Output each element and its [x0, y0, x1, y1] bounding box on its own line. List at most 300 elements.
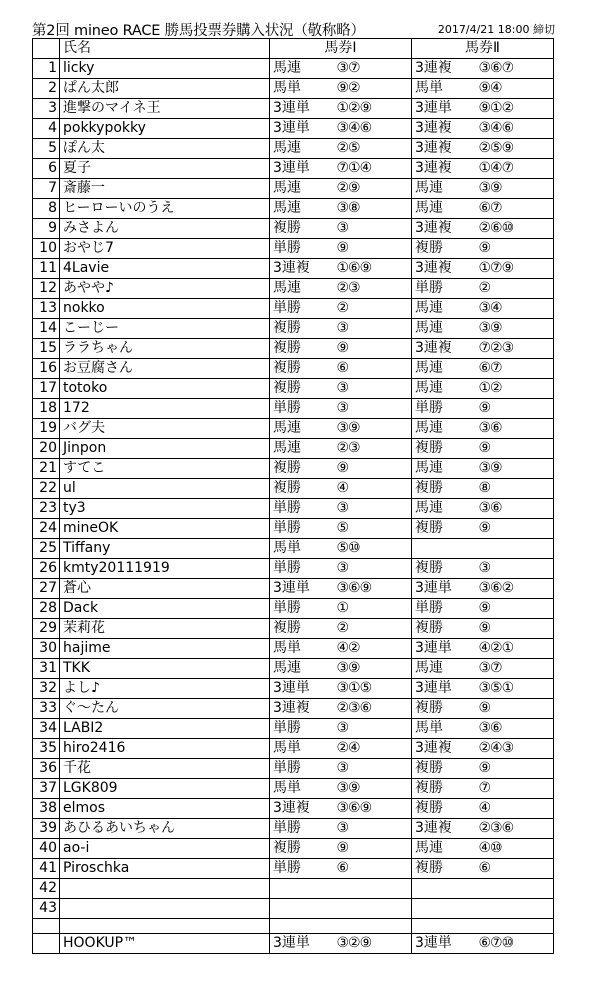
ticket2-horses: ③⑨ [477, 459, 554, 479]
ticket2-horses: ③⑨ [477, 179, 554, 199]
ticket1-horses: ④ [335, 479, 412, 499]
ticket2-horses: ⑨ [477, 439, 554, 459]
deadline-label: 2017/4/21 18:00 締切 [437, 23, 555, 36]
ticket1-bet-type: 単勝 [270, 399, 335, 419]
row-number: 37 [33, 779, 60, 799]
ticket1-bet-type: 馬単 [270, 79, 335, 99]
participant-name: Tiffany [60, 539, 270, 559]
ticket2-horses: ⑥⑦ [477, 359, 554, 379]
ticket2-horses: ②⑤⑨ [477, 139, 554, 159]
ticket2-bet-type: 馬単 [412, 719, 477, 739]
ticket2-bet-type: 馬連 [412, 179, 477, 199]
table-row [33, 299, 554, 319]
row-number [33, 934, 60, 954]
ticket2-bet-type: 複勝 [412, 779, 477, 799]
ticket2-bet-type: 3連複 [412, 339, 477, 359]
ticket2-bet-type: 複勝 [412, 239, 477, 259]
spacer-cell [60, 919, 270, 934]
ticket1-horses: ③⑥⑨ [335, 799, 412, 819]
participant-name: ぱん太郎 [60, 79, 270, 99]
participant-name: Jinpon [60, 439, 270, 459]
table-header-row [33, 39, 554, 59]
table-row [33, 539, 554, 559]
table-row [33, 934, 554, 954]
ticket2-bet-type [412, 539, 477, 559]
row-number: 8 [33, 199, 60, 219]
participant-name: 4Lavie [60, 259, 270, 279]
row-number: 1 [33, 59, 60, 79]
ticket2-bet-type: 馬連 [412, 199, 477, 219]
participant-name: 進撃のマイネ王 [60, 99, 270, 119]
row-number: 43 [33, 899, 60, 919]
ticket1-bet-type: 単勝 [270, 499, 335, 519]
ticket2-horses: ⑦ [477, 779, 554, 799]
ticket2-bet-type: 複勝 [412, 619, 477, 639]
ticket2-bet-type: 3連単 [412, 934, 477, 954]
ticket2-bet-type [412, 899, 477, 919]
column-header-ticket2: 馬券Ⅱ [412, 39, 554, 59]
ticket2-bet-type: 馬連 [412, 359, 477, 379]
ticket1-horses: ③⑥⑨ [335, 579, 412, 599]
table-row [33, 559, 554, 579]
ticket1-bet-type: 3連複 [270, 699, 335, 719]
row-number: 35 [33, 739, 60, 759]
participant-name: ララちゃん [60, 339, 270, 359]
ticket2-bet-type: 馬単 [412, 79, 477, 99]
row-number: 3 [33, 99, 60, 119]
table-row [33, 839, 554, 859]
row-number: 2 [33, 79, 60, 99]
table-row [33, 579, 554, 599]
ticket2-horses: ④⑩ [477, 839, 554, 859]
ticket2-bet-type: 複勝 [412, 439, 477, 459]
ticket1-horses: ③ [335, 499, 412, 519]
ticket2-bet-type: 複勝 [412, 559, 477, 579]
ticket1-horses: ⑤⑩ [335, 539, 412, 559]
betting-table [32, 38, 554, 954]
ticket1-bet-type: 馬連 [270, 279, 335, 299]
ticket1-horses [335, 879, 412, 899]
ticket1-horses: ③②⑨ [335, 934, 412, 954]
ticket1-horses: ③⑧ [335, 199, 412, 219]
ticket1-horses: ②⑤ [335, 139, 412, 159]
participant-name: あひるあいちゃん [60, 819, 270, 839]
table-row [33, 719, 554, 739]
ticket2-bet-type: 3連複 [412, 139, 477, 159]
ticket2-bet-type: 3連複 [412, 819, 477, 839]
ticket2-bet-type [412, 879, 477, 899]
ticket2-horses: ③④⑥ [477, 119, 554, 139]
ticket1-bet-type: 単勝 [270, 859, 335, 879]
ticket1-horses: ③ [335, 819, 412, 839]
row-number: 36 [33, 759, 60, 779]
ticket1-horses: ②③ [335, 279, 412, 299]
participant-name: 千花 [60, 759, 270, 779]
ticket1-bet-type: 3連複 [270, 799, 335, 819]
ticket2-horses [477, 539, 554, 559]
table-row [33, 799, 554, 819]
ticket1-bet-type [270, 899, 335, 919]
ticket1-horses: ③ [335, 219, 412, 239]
ticket2-bet-type: 3連単 [412, 579, 477, 599]
ticket1-horses: ① [335, 599, 412, 619]
ticket2-bet-type: 3連複 [412, 59, 477, 79]
table-row [33, 879, 554, 899]
participant-name [60, 879, 270, 899]
ticket1-bet-type: 複勝 [270, 359, 335, 379]
ticket2-horses: ⑨ [477, 619, 554, 639]
ticket1-horses: ③④⑥ [335, 119, 412, 139]
ticket1-horses: ② [335, 299, 412, 319]
column-header-ticket1: 馬券Ⅰ [270, 39, 412, 59]
ticket1-bet-type: 単勝 [270, 519, 335, 539]
table-body [33, 59, 554, 954]
ticket1-bet-type: 3連単 [270, 679, 335, 699]
ticket1-bet-type: 3連単 [270, 159, 335, 179]
row-number: 4 [33, 119, 60, 139]
row-number: 32 [33, 679, 60, 699]
row-number: 17 [33, 379, 60, 399]
table-row [33, 219, 554, 239]
participant-name: ty3 [60, 499, 270, 519]
ticket2-bet-type: 馬連 [412, 419, 477, 439]
ticket2-horses: ③④ [477, 299, 554, 319]
participant-name: nokko [60, 299, 270, 319]
ticket1-bet-type: 単勝 [270, 239, 335, 259]
row-number: 22 [33, 479, 60, 499]
participant-name: LGK809 [60, 779, 270, 799]
table-row [33, 119, 554, 139]
ticket2-horses: ⑥⑦⑩ [477, 934, 554, 954]
ticket2-bet-type: 単勝 [412, 279, 477, 299]
ticket1-horses: ⑨② [335, 79, 412, 99]
participant-name: 斎藤一 [60, 179, 270, 199]
ticket2-bet-type: 馬連 [412, 499, 477, 519]
row-number: 30 [33, 639, 60, 659]
ticket1-bet-type: 複勝 [270, 319, 335, 339]
table-row [33, 159, 554, 179]
ticket2-horses: ⑦②③ [477, 339, 554, 359]
participant-name: LABI2 [60, 719, 270, 739]
table-row [33, 79, 554, 99]
ticket1-bet-type: 複勝 [270, 459, 335, 479]
ticket2-bet-type: 単勝 [412, 399, 477, 419]
participant-name: HOOKUP™ [60, 934, 270, 954]
ticket2-horses: ③⑥ [477, 499, 554, 519]
ticket1-bet-type: 馬連 [270, 659, 335, 679]
ticket2-bet-type: 3連複 [412, 259, 477, 279]
ticket1-bet-type: 馬単 [270, 639, 335, 659]
table-row [33, 499, 554, 519]
table-row [33, 699, 554, 719]
ticket1-horses: ③ [335, 399, 412, 419]
ticket2-bet-type: 馬連 [412, 459, 477, 479]
spacer-cell [335, 919, 412, 934]
row-number: 7 [33, 179, 60, 199]
participant-name: elmos [60, 799, 270, 819]
column-header-name: 氏名 [60, 39, 270, 59]
ticket1-bet-type: 馬連 [270, 419, 335, 439]
ticket2-bet-type: 3連複 [412, 739, 477, 759]
ticket1-bet-type: 馬単 [270, 779, 335, 799]
participant-name: ul [60, 479, 270, 499]
ticket1-bet-type: 単勝 [270, 299, 335, 319]
ticket1-horses: ②④ [335, 739, 412, 759]
row-number: 14 [33, 319, 60, 339]
ticket2-horses: ②③⑥ [477, 819, 554, 839]
table-row [33, 859, 554, 879]
ticket2-bet-type: 複勝 [412, 759, 477, 779]
spacer-cell [477, 919, 554, 934]
ticket2-horses: ②④③ [477, 739, 554, 759]
row-number: 15 [33, 339, 60, 359]
row-number: 31 [33, 659, 60, 679]
ticket2-horses: ③ [477, 559, 554, 579]
table-row [33, 419, 554, 439]
row-number: 33 [33, 699, 60, 719]
participant-name: pokkypokky [60, 119, 270, 139]
ticket2-horses: ④②① [477, 639, 554, 659]
ticket1-horses: ②⑨ [335, 179, 412, 199]
ticket2-horses: ⑨①② [477, 99, 554, 119]
ticket2-horses: ⑨ [477, 759, 554, 779]
row-number: 39 [33, 819, 60, 839]
ticket1-bet-type: 3連単 [270, 119, 335, 139]
ticket2-horses: ③⑦ [477, 659, 554, 679]
spacer-cell [33, 919, 60, 934]
ticket2-horses: ③⑥ [477, 719, 554, 739]
ticket1-bet-type: 馬単 [270, 539, 335, 559]
ticket1-bet-type: 馬単 [270, 739, 335, 759]
ticket1-bet-type: 馬連 [270, 439, 335, 459]
ticket2-bet-type: 複勝 [412, 519, 477, 539]
ticket2-horses [477, 879, 554, 899]
ticket1-bet-type: 単勝 [270, 819, 335, 839]
row-number: 13 [33, 299, 60, 319]
table-row [33, 359, 554, 379]
table-row [33, 659, 554, 679]
ticket2-horses: ⑥ [477, 859, 554, 879]
ticket2-horses: ⑥⑦ [477, 199, 554, 219]
ticket1-bet-type: 馬連 [270, 59, 335, 79]
participant-name: Dack [60, 599, 270, 619]
ticket1-bet-type: 3連単 [270, 99, 335, 119]
table-row [33, 259, 554, 279]
ticket1-bet-type: 3連複 [270, 259, 335, 279]
ticket2-horses: ② [477, 279, 554, 299]
ticket2-horses: ⑨ [477, 599, 554, 619]
table-row [33, 759, 554, 779]
ticket2-horses: ①② [477, 379, 554, 399]
ticket1-horses: ⑨ [335, 839, 412, 859]
ticket1-horses: ⑨ [335, 459, 412, 479]
row-number: 5 [33, 139, 60, 159]
ticket2-bet-type: 複勝 [412, 479, 477, 499]
ticket2-bet-type: 3連複 [412, 119, 477, 139]
ticket2-bet-type: 3連単 [412, 639, 477, 659]
ticket1-horses: ③ [335, 719, 412, 739]
participant-name: mineOK [60, 519, 270, 539]
ticket1-bet-type: 単勝 [270, 559, 335, 579]
table-row [33, 779, 554, 799]
ticket2-horses: ⑨④ [477, 79, 554, 99]
ticket1-horses: ①②⑨ [335, 99, 412, 119]
ticket2-horses: ⑨ [477, 239, 554, 259]
participant-name: ぐ～たん [60, 699, 270, 719]
participant-name: バグ夫 [60, 419, 270, 439]
ticket2-horses: ②⑥⑩ [477, 219, 554, 239]
ticket1-bet-type: 複勝 [270, 339, 335, 359]
ticket1-horses: ⑨ [335, 239, 412, 259]
participant-name: ヒーローいのうえ [60, 199, 270, 219]
ticket2-bet-type: 単勝 [412, 599, 477, 619]
row-number: 28 [33, 599, 60, 619]
ticket2-bet-type: 3連単 [412, 99, 477, 119]
ticket2-bet-type: 複勝 [412, 799, 477, 819]
table-row [33, 519, 554, 539]
row-number: 42 [33, 879, 60, 899]
ticket2-bet-type: 馬連 [412, 659, 477, 679]
ticket1-horses: ⑨ [335, 339, 412, 359]
participant-name: hiro2416 [60, 739, 270, 759]
ticket2-horses: ①④⑦ [477, 159, 554, 179]
ticket2-horses: ④ [477, 799, 554, 819]
participant-name: 茉莉花 [60, 619, 270, 639]
table-row [33, 239, 554, 259]
sheet-header [32, 16, 555, 38]
participant-name: 夏子 [60, 159, 270, 179]
table-row [33, 819, 554, 839]
row-number: 12 [33, 279, 60, 299]
participant-name: totoko [60, 379, 270, 399]
row-number: 34 [33, 719, 60, 739]
participant-name: すてこ [60, 459, 270, 479]
row-number: 6 [33, 159, 60, 179]
ticket1-bet-type: 複勝 [270, 379, 335, 399]
ticket2-bet-type: 3連複 [412, 219, 477, 239]
table-row [33, 339, 554, 359]
ticket1-bet-type: 馬連 [270, 199, 335, 219]
row-number: 23 [33, 499, 60, 519]
ticket1-horses: ③①⑤ [335, 679, 412, 699]
participant-name: hajime [60, 639, 270, 659]
ticket2-horses: ⑨ [477, 519, 554, 539]
table-row [33, 139, 554, 159]
table-row [33, 319, 554, 339]
ticket1-bet-type: 単勝 [270, 759, 335, 779]
ticket2-bet-type: 3連複 [412, 159, 477, 179]
participant-name: お豆腐さん [60, 359, 270, 379]
ticket1-horses: ③ [335, 759, 412, 779]
row-number: 16 [33, 359, 60, 379]
ticket1-horses: ③⑨ [335, 779, 412, 799]
ticket2-horses: ③⑤① [477, 679, 554, 699]
table-row [33, 379, 554, 399]
row-number: 29 [33, 619, 60, 639]
participant-name: 172 [60, 399, 270, 419]
ticket1-horses: ②③⑥ [335, 699, 412, 719]
participant-name: こーじー [60, 319, 270, 339]
row-number: 21 [33, 459, 60, 479]
table-row [33, 599, 554, 619]
spacer-cell [412, 919, 477, 934]
ticket2-horses: ③⑨ [477, 319, 554, 339]
participant-name: kmty20111919 [60, 559, 270, 579]
ticket1-horses: ①⑥⑨ [335, 259, 412, 279]
ticket2-horses: ③⑥② [477, 579, 554, 599]
table-row [33, 59, 554, 79]
table-row [33, 619, 554, 639]
participant-name: Piroschka [60, 859, 270, 879]
ticket1-horses: ③⑨ [335, 419, 412, 439]
table-row [33, 479, 554, 499]
table-row [33, 399, 554, 419]
ticket1-bet-type: 単勝 [270, 599, 335, 619]
participant-name: TKK [60, 659, 270, 679]
participant-name: おやじ7 [60, 239, 270, 259]
ticket1-bet-type: 馬連 [270, 139, 335, 159]
ticket1-horses: ③ [335, 319, 412, 339]
row-number: 38 [33, 799, 60, 819]
row-number: 27 [33, 579, 60, 599]
ticket2-bet-type: 複勝 [412, 699, 477, 719]
table-row [33, 679, 554, 699]
table-row [33, 179, 554, 199]
participant-name: よし♪ [60, 679, 270, 699]
ticket1-bet-type: 複勝 [270, 839, 335, 859]
table-row [33, 199, 554, 219]
ticket2-horses: ③⑥ [477, 419, 554, 439]
ticket1-horses: ⑦①④ [335, 159, 412, 179]
ticket1-bet-type: 複勝 [270, 479, 335, 499]
participant-name: みさよん [60, 219, 270, 239]
ticket1-bet-type: 単勝 [270, 719, 335, 739]
ticket2-bet-type: 馬連 [412, 299, 477, 319]
ticket1-horses: ⑥ [335, 359, 412, 379]
ticket2-bet-type: 馬連 [412, 319, 477, 339]
table-row [33, 459, 554, 479]
row-number: 11 [33, 259, 60, 279]
table-row [33, 739, 554, 759]
participant-name [60, 899, 270, 919]
table-row [33, 639, 554, 659]
ticket1-horses: ② [335, 619, 412, 639]
row-number: 40 [33, 839, 60, 859]
table-row [33, 279, 554, 299]
table-row [33, 439, 554, 459]
ticket2-horses: ⑨ [477, 699, 554, 719]
row-number: 18 [33, 399, 60, 419]
ticket1-bet-type: 3連単 [270, 579, 335, 599]
ticket2-bet-type: 馬連 [412, 379, 477, 399]
ticket1-horses [335, 899, 412, 919]
row-number: 20 [33, 439, 60, 459]
row-number: 9 [33, 219, 60, 239]
row-number: 10 [33, 239, 60, 259]
row-number: 41 [33, 859, 60, 879]
row-number: 25 [33, 539, 60, 559]
ticket1-bet-type: 馬連 [270, 179, 335, 199]
row-number: 24 [33, 519, 60, 539]
ticket1-bet-type: 複勝 [270, 619, 335, 639]
participant-name: ぽん太 [60, 139, 270, 159]
row-number: 19 [33, 419, 60, 439]
ticket1-horses: ④② [335, 639, 412, 659]
ticket2-bet-type: 3連単 [412, 679, 477, 699]
participant-name: 蒼心 [60, 579, 270, 599]
spacer-row [33, 919, 554, 934]
ticket2-horses: ⑧ [477, 479, 554, 499]
